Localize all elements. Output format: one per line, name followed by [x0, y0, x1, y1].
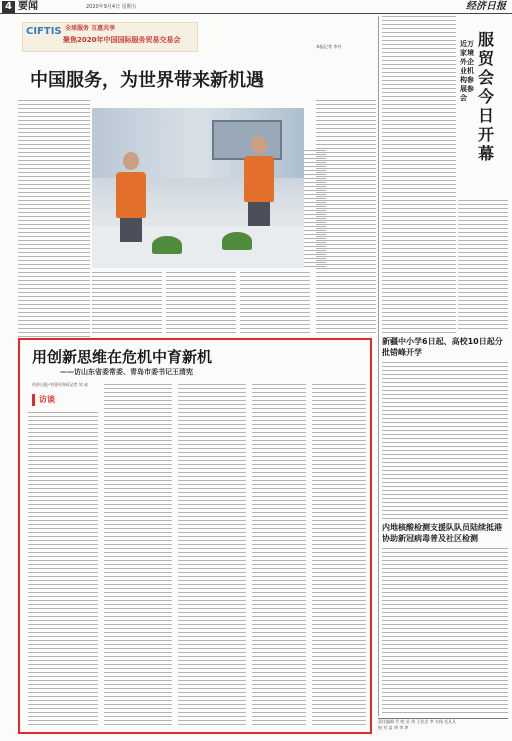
featured-text-col-4: [252, 384, 306, 728]
article-body-col-1: [18, 100, 90, 338]
plant-left: [152, 236, 182, 254]
featured-text-col-1: [28, 412, 98, 728]
footer-editors: 责任编辑 代 吧 吴 剑 王宏企 李 名扬 毛凡凡: [378, 719, 457, 724]
interview-section-mark: 访谈: [32, 394, 80, 406]
featured-text-col-5: [312, 384, 366, 728]
ciftis-logo: CIFTIS: [26, 26, 62, 37]
main-headline: 中国服务，为世界带来新机遇: [30, 70, 264, 91]
issue-date: 2020年9月4日 星期五: [86, 4, 137, 10]
article-body-below-photo-1: [92, 272, 162, 336]
article-body-below-photo-2: [166, 272, 236, 336]
section-name: 要闻: [18, 1, 38, 12]
volunteer-left: [114, 152, 148, 242]
featured-byline: 经济日报·中国经济网记者 刘 成: [32, 382, 88, 387]
side-article-1-text: [382, 362, 508, 520]
plant-right: [222, 232, 252, 250]
featured-subtitle: ——访山东省委常委、青岛市委书记王清宪: [60, 368, 193, 376]
volunteer-right: [242, 136, 276, 226]
photo-caption: [304, 150, 326, 270]
page-footer: [378, 718, 508, 738]
footer-proof: 校 对 谈 津 李 津: [378, 725, 409, 730]
featured-text-col-2: [104, 384, 172, 728]
expo-photo: [92, 108, 304, 268]
page-number: 4: [2, 1, 15, 13]
side-headline-2: 内地核酸检测支援队队员陆续抵港协助新冠病毒普及社区检测: [382, 523, 502, 543]
article-body-below-photo-3: [240, 272, 310, 336]
featured-headline: 用创新思维在危机中育新机: [32, 348, 213, 366]
side-headline-1: 新疆中小学6日起、高校10日起分批错峰开学: [382, 337, 503, 357]
newspaper-logo: 经济日报: [466, 1, 506, 12]
featured-text-col-3: [178, 384, 246, 728]
page-header: [0, 0, 512, 14]
right-article-text-1: [382, 16, 456, 334]
side-article-2-text: [382, 548, 508, 714]
featured-interview-box[interactable]: [18, 338, 372, 734]
right-article-title: 服贸会今日开幕: [478, 30, 495, 163]
banner-line-2: 聚焦2020年中国国际服务贸易交易会: [63, 36, 181, 44]
right-article-text-2: [458, 200, 508, 330]
ciftis-banner: [22, 22, 198, 52]
right-article-subtitle: 近万家境外企业机构参展参会: [460, 40, 474, 102]
main-author: 本报记者 李丹: [316, 44, 342, 49]
banner-line-1: 全球服务 互惠共享: [65, 25, 116, 32]
